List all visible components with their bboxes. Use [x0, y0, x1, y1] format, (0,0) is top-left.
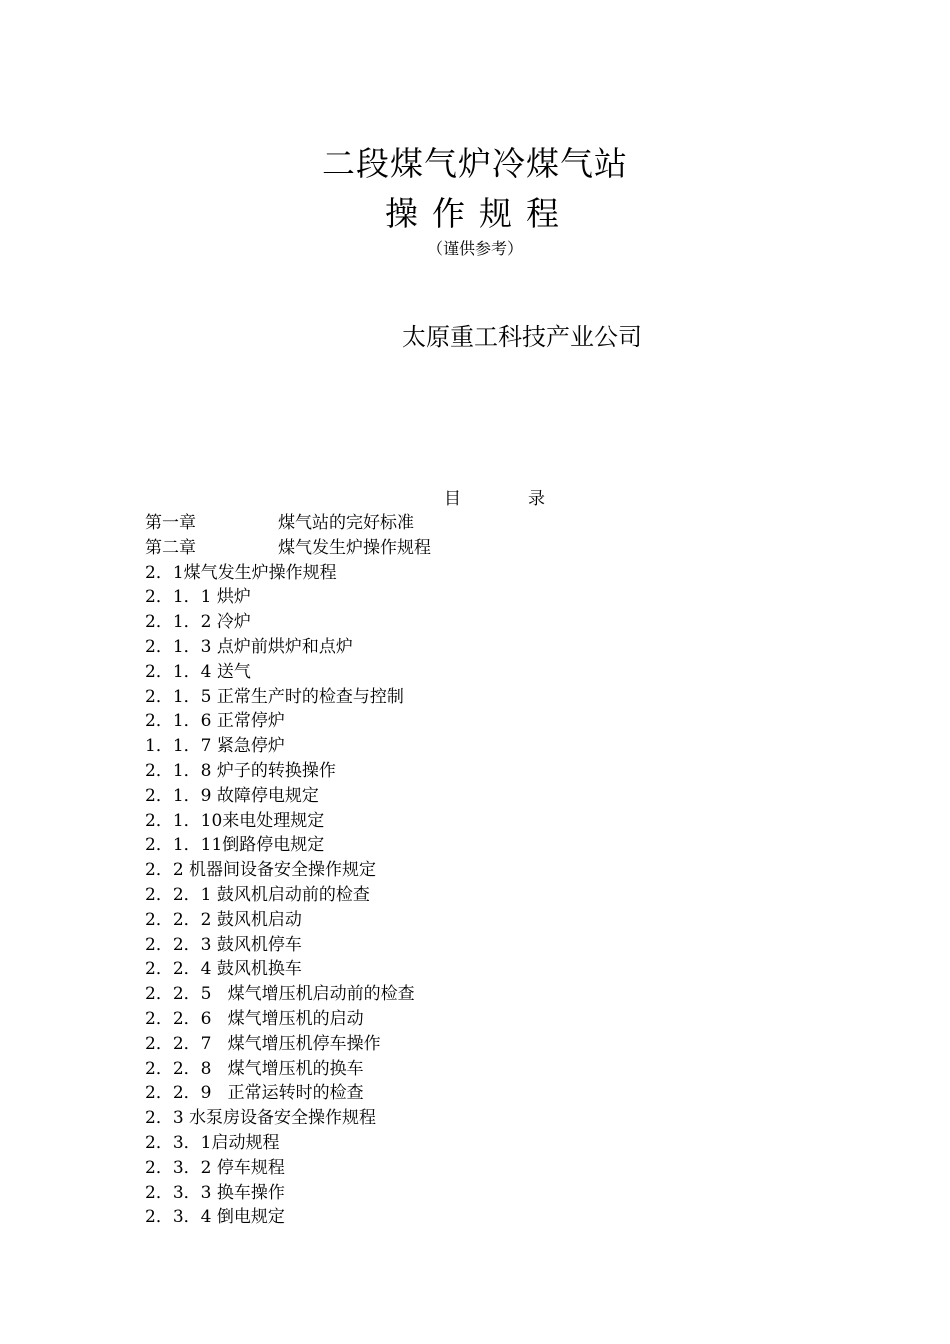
- toc-entry-title: 故障停电规定: [216, 785, 319, 806]
- toc-entry: [145, 685, 431, 710]
- toc-entry-number: 2．2．4: [145, 959, 212, 980]
- toc-entry-number: 2．1．4: [145, 661, 212, 682]
- toc-entry-title: 煤气站的完好标准: [278, 513, 414, 533]
- toc-entry: [145, 982, 431, 1007]
- toc-entry: [145, 511, 431, 536]
- toc-entry-title: 煤气增压机的启动: [227, 1008, 364, 1029]
- toc-heading-right: 录: [528, 489, 545, 509]
- toc-entry-title: 正常运转时的检查: [227, 1083, 364, 1104]
- document-note: （谨供参考）: [426, 239, 523, 258]
- toc-entry-title: 停车规程: [216, 1157, 285, 1178]
- toc-entry: [145, 1156, 431, 1181]
- toc-entry: [145, 1081, 431, 1106]
- toc-entry-number: 2．2．3: [145, 934, 212, 955]
- toc-entry: [145, 908, 431, 933]
- toc-entry-title: 煤气增压机启动前的检查: [227, 984, 415, 1005]
- toc-entry-number: 2．1．5: [145, 686, 212, 707]
- toc-entry-number: 2．1．9: [145, 785, 212, 806]
- toc-entry: [145, 1131, 431, 1156]
- toc-entry: [145, 809, 431, 834]
- toc-entry-number: 2．2．2: [145, 909, 212, 930]
- toc-entry-number: 2．3．1: [145, 1132, 212, 1153]
- toc-entry-title: 煤气发生炉操作规程: [278, 537, 431, 558]
- toc-entry-number: 2．1．3: [145, 636, 212, 657]
- toc-entry: [145, 1057, 431, 1082]
- toc-entry-title: 倒电规定: [216, 1207, 285, 1228]
- toc-entry: [145, 734, 431, 759]
- toc-entry-title: 水泵房设备安全操作规程: [189, 1108, 377, 1129]
- toc-entry-number: 2．3: [145, 1108, 184, 1129]
- toc-entry: [145, 561, 431, 586]
- toc-entry: [145, 784, 431, 809]
- toc-entry-title: 鼓风机启动: [216, 909, 302, 930]
- toc-entry-number: 2．1．10: [145, 810, 223, 831]
- toc-entry: [145, 1032, 431, 1057]
- toc-entry: [145, 660, 431, 685]
- toc-entry: [145, 759, 431, 784]
- toc-entry-title: 鼓风机停车: [216, 934, 302, 955]
- toc-entry-title: 启动规程: [211, 1132, 280, 1153]
- toc-entry: [145, 1205, 431, 1230]
- toc-entry-number: 2．1．11: [145, 835, 223, 856]
- toc-entry-title: 煤气增压机停车操作: [227, 1033, 381, 1054]
- company-name: 太原重工科技产业公司: [402, 323, 642, 351]
- toc-entry-title: 烘炉: [216, 587, 251, 608]
- toc-entry: [145, 610, 431, 635]
- toc-entry-number: 2．1: [145, 562, 184, 583]
- toc-entry-title: 来电处理规定: [222, 810, 325, 831]
- toc-entry-title: 倒路停电规定: [222, 835, 325, 856]
- toc-entry-number: 2．1．2: [145, 612, 212, 633]
- toc-entry-number: 2．2．7: [145, 1033, 212, 1054]
- toc-entry-number: 2．2: [145, 860, 184, 881]
- toc-list: [145, 511, 431, 1230]
- document-title: 二段煤气炉冷煤气站: [322, 144, 628, 183]
- toc-entry-title: 正常生产时的检查与控制: [216, 686, 404, 707]
- toc-entry-title: 炉子的转换操作: [216, 760, 336, 781]
- document-subtitle: 操作规程: [385, 194, 573, 233]
- toc-entry-title: 鼓风机换车: [216, 959, 302, 980]
- toc-entry-title: 点炉前烘炉和点炉: [216, 636, 353, 657]
- toc-entry-title: 煤气发生炉操作规程: [183, 562, 337, 583]
- toc-entry-number: 2．2．8: [145, 1058, 212, 1079]
- toc-entry: [145, 933, 431, 958]
- toc-entry-number: 2．2．1: [145, 884, 212, 905]
- toc-entry-number: 2．2．6: [145, 1008, 212, 1029]
- toc-entry: [145, 858, 431, 883]
- toc-entry-title: 鼓风机启动前的检查: [216, 884, 370, 905]
- toc-entry-number: 2．1．1: [145, 587, 212, 608]
- toc-entry-title: 送气: [216, 661, 251, 682]
- toc-entry: [145, 635, 431, 660]
- toc-entry-title: 紧急停炉: [216, 736, 285, 757]
- toc-entry-title: 煤气增压机的换车: [227, 1058, 364, 1079]
- toc-heading-left: 目: [444, 489, 461, 509]
- toc-entry-number: 1．1．7: [145, 736, 212, 757]
- toc-entry: [145, 1007, 431, 1032]
- toc-entry-title: 机器间设备安全操作规定: [189, 860, 377, 881]
- toc-entry-number: 2．1．8: [145, 760, 212, 781]
- toc-entry-number: 2．3．3: [145, 1182, 212, 1203]
- toc-entry-number: 2．3．4: [145, 1207, 212, 1228]
- toc-entry: [145, 1106, 431, 1131]
- toc-entry: [145, 536, 431, 561]
- toc-entry: [145, 1181, 431, 1206]
- toc-entry-title: 正常停炉: [216, 711, 285, 732]
- toc-entry-title: 冷炉: [216, 612, 251, 633]
- toc-entry: [145, 585, 431, 610]
- toc-entry-number: 2．3．2: [145, 1157, 212, 1178]
- toc-entry: [145, 957, 431, 982]
- toc-entry: [145, 833, 431, 858]
- toc-entry: [145, 709, 431, 734]
- toc-entry-title: 换车操作: [216, 1182, 285, 1203]
- toc-entry-number: 2．1．6: [145, 711, 212, 732]
- toc-entry: [145, 883, 431, 908]
- toc-entry-number: 第二章: [145, 537, 196, 558]
- toc-entry-number: 第一章: [145, 513, 196, 533]
- toc-entry-number: 2．2．5: [145, 984, 212, 1005]
- toc-entry-number: 2．2．9: [145, 1083, 212, 1104]
